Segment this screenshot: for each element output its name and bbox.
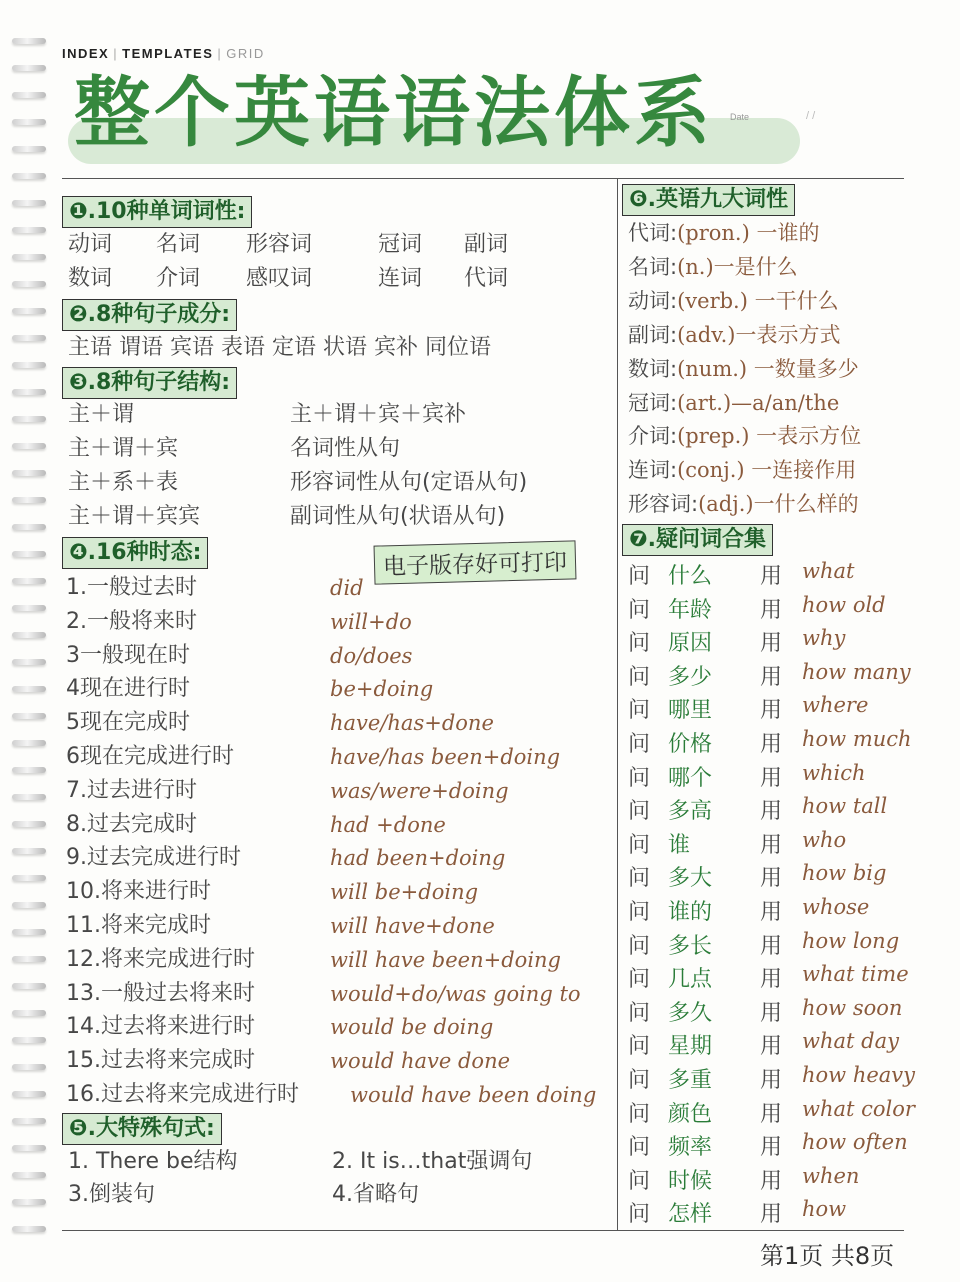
question-cn: 什么 <box>668 564 713 589</box>
question-ask-char: 问 <box>628 1034 651 1060</box>
question-cn: 时候 <box>668 1168 713 1194</box>
tense-formula: will+do <box>330 609 412 634</box>
binder-ring <box>12 200 46 206</box>
pos-row <box>628 455 856 485</box>
tense-formula: was/were+doing <box>330 778 509 803</box>
question-en: what time <box>802 962 909 987</box>
question-use-char: 用 <box>760 933 783 959</box>
question-en: which <box>802 760 866 785</box>
tense-formula: have/has+done <box>330 711 494 736</box>
question-use-char: 用 <box>760 967 783 993</box>
pos-cn-item: 代词 <box>464 266 509 291</box>
pos-key: 名词: <box>628 254 678 279</box>
question-en: how tall <box>802 794 888 819</box>
section1-heading: ❶.10种单词词性: <box>62 196 252 228</box>
question-ask-char: 问 <box>628 1202 651 1228</box>
binder-ring <box>12 1199 46 1205</box>
date-label: Date <box>730 112 750 122</box>
binder-ring <box>12 362 46 368</box>
nav-separator: | <box>217 46 223 61</box>
special-sentence: 1. There be结构 <box>68 1149 238 1174</box>
question-use-char: 用 <box>760 1202 783 1228</box>
question-en: what color <box>802 1096 915 1121</box>
pos-cn-item: 连词 <box>378 266 423 291</box>
question-cn: 原因 <box>668 631 713 657</box>
tense-cn: 9.过去完成进行时 <box>66 845 241 871</box>
pos-value: (pron.) 一谁的 <box>677 221 820 245</box>
pos-row <box>628 218 819 248</box>
pos-value: (adv.)一表示方式 <box>677 322 841 347</box>
tense-cn: 15.过去将来完成时 <box>66 1048 255 1074</box>
structure-right: 主＋谓＋宾＋宾补 <box>290 402 467 427</box>
binder-ring <box>12 308 46 314</box>
nav-separator: | <box>113 46 119 61</box>
binder-ring <box>12 416 46 422</box>
pos-value: (art.)—a/an/the <box>677 390 840 415</box>
sentence-components: 主语 谓语 宾语 表语 定语 状语 宾补 同位语 <box>68 335 491 360</box>
question-cn: 多长 <box>668 933 713 959</box>
question-ask-char: 问 <box>628 664 651 690</box>
binder-ring <box>12 659 46 665</box>
section7-heading: ❼.疑问词合集 <box>622 524 773 556</box>
question-en: how many <box>802 659 911 684</box>
structure-right: 形容词性从句(定语从句) <box>290 470 528 495</box>
question-en: when <box>802 1163 860 1188</box>
question-cn: 星期 <box>668 1034 713 1060</box>
binder-ring <box>12 335 46 341</box>
pos-cn-item: 数词 <box>68 266 113 291</box>
pos-row <box>628 320 840 350</box>
question-use-char: 用 <box>760 597 783 623</box>
question-ask-char: 问 <box>628 1168 651 1194</box>
question-ask-char: 问 <box>628 1135 651 1161</box>
question-use-char: 用 <box>760 631 783 657</box>
tense-formula: would be doing <box>330 1015 494 1040</box>
question-use-char: 用 <box>760 1068 783 1093</box>
question-en: how long <box>802 928 900 953</box>
tense-formula: will have+done <box>330 914 495 938</box>
binder-ring <box>12 821 46 827</box>
pos-row <box>628 354 859 384</box>
question-use-char: 用 <box>760 564 783 589</box>
tense-cn: 14.过去将来进行时 <box>66 1014 255 1040</box>
question-ask-char: 问 <box>628 832 651 858</box>
binder-ring <box>12 848 46 854</box>
structure-right: 副词性从句(状语从句) <box>290 504 506 529</box>
question-cn: 几点 <box>668 967 713 993</box>
structure-right: 名词性从句 <box>290 436 401 461</box>
question-cn: 谁 <box>668 832 691 858</box>
binder-ring <box>12 173 46 179</box>
tense-cn: 5现在完成时 <box>66 710 190 736</box>
binder-ring <box>12 767 46 773</box>
binder-ring <box>12 578 46 584</box>
pos-row <box>628 286 839 316</box>
tense-formula: had been+doing <box>330 846 506 871</box>
binder-ring <box>12 146 46 152</box>
tense-cn: 12.将来完成进行时 <box>66 946 255 972</box>
binder-ring <box>12 254 46 260</box>
structure-left: 主＋谓＋宾宾 <box>68 504 201 529</box>
tense-formula: had +done <box>330 812 446 837</box>
tense-formula: will be+doing <box>330 880 479 905</box>
binder-ring <box>12 929 46 935</box>
question-ask-char: 问 <box>628 1000 651 1026</box>
pos-key: 数词: <box>628 356 678 381</box>
binder-ring <box>12 389 46 395</box>
question-en: what <box>802 559 855 583</box>
question-use-char: 用 <box>760 799 783 825</box>
pos-row <box>628 489 859 519</box>
question-ask-char: 问 <box>628 765 651 791</box>
binder-ring <box>12 227 46 233</box>
question-use-char: 用 <box>760 832 783 858</box>
section4-heading: ❹.16种时态: <box>62 537 208 569</box>
binder-ring <box>12 1010 46 1016</box>
binder-ring <box>12 794 46 800</box>
tense-cn: 7.过去进行时 <box>66 777 197 803</box>
special-sentence: 3.倒装句 <box>68 1182 155 1207</box>
binder-ring <box>12 65 46 71</box>
binder-ring <box>12 119 46 125</box>
question-en: how soon <box>802 995 903 1020</box>
question-use-char: 用 <box>760 1168 783 1194</box>
pos-value: (conj.) 一连接作用 <box>677 458 857 483</box>
pos-value: (n.)一是什么 <box>677 254 798 279</box>
question-en: how big <box>802 861 887 886</box>
pos-value: (prep.) 一表示方位 <box>677 424 862 449</box>
question-ask-char: 问 <box>628 900 651 925</box>
tense-formula: would have been doing <box>350 1083 597 1107</box>
binder-ring <box>12 1172 46 1178</box>
question-cn: 哪个 <box>668 765 713 791</box>
binder-ring <box>12 470 46 476</box>
page-number: 第1页 共8页 <box>760 1242 895 1270</box>
pos-key: 介词: <box>628 424 678 449</box>
pos-value: (adj.)一什么样的 <box>698 492 859 517</box>
question-en: how heavy <box>802 1063 916 1087</box>
tense-cn: 3一般现在时 <box>66 642 190 668</box>
question-ask-char: 问 <box>628 597 651 623</box>
binder-ring <box>12 38 46 44</box>
binder-ring <box>12 686 46 692</box>
tense-formula: do/does <box>330 643 413 668</box>
question-ask-char: 问 <box>628 933 651 959</box>
tense-cn: 16.过去将来完成进行时 <box>66 1082 299 1107</box>
special-sentence: 2. It is…that强调句 <box>332 1149 533 1174</box>
question-en: why <box>802 626 846 651</box>
section6-heading: ❻.英语九大词性 <box>622 184 795 216</box>
question-ask-char: 问 <box>628 564 651 589</box>
pos-key: 形容词: <box>628 492 699 517</box>
tense-cn: 13.一般过去将来时 <box>66 980 255 1006</box>
tense-cn: 8.过去完成时 <box>66 811 197 837</box>
question-use-char: 用 <box>760 900 783 925</box>
question-use-char: 用 <box>760 664 783 690</box>
section2-heading: ❷.8种句子成分: <box>62 299 237 331</box>
page-title: 整个英语语法体系 <box>74 68 714 157</box>
binder-ring <box>12 956 46 962</box>
binder-ring <box>12 497 46 503</box>
tense-formula: have/has been+doing <box>330 745 561 769</box>
section3-heading: ❸.8种句子结构: <box>62 367 237 399</box>
binder-ring <box>12 1118 46 1124</box>
nav-index[interactable]: INDEX <box>62 46 110 61</box>
tense-cn: 2.一般将来时 <box>66 608 197 634</box>
pos-cn-item: 形容词 <box>246 232 313 257</box>
question-cn: 多高 <box>668 799 713 825</box>
pos-row <box>628 421 861 451</box>
question-ask-char: 问 <box>628 631 651 657</box>
question-en: who <box>802 827 847 852</box>
binder-ring <box>12 1226 46 1232</box>
structure-left: 主＋谓＋宾 <box>68 436 179 461</box>
pos-row <box>628 252 798 282</box>
pos-cn-item: 冠词 <box>378 232 423 257</box>
question-en: how <box>802 1197 847 1222</box>
question-use-char: 用 <box>760 1034 783 1060</box>
tense-cn: 6现在完成进行时 <box>66 744 234 769</box>
question-cn: 谁的 <box>668 900 713 925</box>
structure-left: 主＋系＋表 <box>68 470 179 495</box>
tense-cn: 1.一般过去时 <box>66 575 197 600</box>
binder-ring <box>12 1091 46 1097</box>
question-en: what day <box>802 1029 899 1054</box>
binder-ring <box>12 281 46 287</box>
question-ask-char: 问 <box>628 1068 651 1093</box>
pos-key: 冠词: <box>628 390 678 415</box>
binder-rings <box>12 38 46 1253</box>
tense-cn: 4现在进行时 <box>66 676 190 702</box>
nav-templates[interactable]: TEMPLATES <box>122 46 214 61</box>
tense-formula: will have been+doing <box>330 947 561 972</box>
question-en: how old <box>802 592 886 617</box>
pos-key: 动词: <box>628 288 678 313</box>
structure-left: 主＋谓 <box>68 402 135 427</box>
pos-value: (num.) 一数量多少 <box>677 356 859 381</box>
binder-ring <box>12 632 46 638</box>
question-use-char: 用 <box>760 866 783 892</box>
header-divider <box>62 178 904 179</box>
question-cn: 价格 <box>668 732 713 757</box>
binder-ring <box>12 875 46 881</box>
question-cn: 多大 <box>668 866 713 892</box>
date-slashes: / / <box>806 110 816 122</box>
binder-ring <box>12 902 46 908</box>
section5-heading: ❺.大特殊句式: <box>62 1113 222 1145</box>
question-use-char: 用 <box>760 1000 783 1026</box>
question-ask-char: 问 <box>628 698 651 724</box>
question-cn: 频率 <box>668 1135 713 1161</box>
question-use-char: 用 <box>760 732 783 757</box>
pos-key: 副词: <box>628 322 678 347</box>
question-ask-char: 问 <box>628 1101 651 1127</box>
notebook-nav <box>62 46 265 61</box>
binder-ring <box>12 983 46 989</box>
column-divider <box>617 178 618 1231</box>
question-ask-char: 问 <box>628 866 651 892</box>
question-cn: 怎样 <box>668 1202 713 1228</box>
pos-key: 代词: <box>628 221 678 245</box>
tense-formula: be+doing <box>330 677 434 702</box>
pos-row <box>628 388 839 418</box>
printable-stamp: 电子版存好可打印 <box>374 540 577 584</box>
tense-cn: 11.将来完成时 <box>66 913 211 938</box>
pos-cn-item: 名词 <box>156 232 201 257</box>
binder-ring <box>12 524 46 530</box>
binder-ring <box>12 551 46 557</box>
pos-key: 连词: <box>628 458 678 483</box>
question-cn: 哪里 <box>668 698 713 724</box>
question-cn: 颜色 <box>668 1101 713 1127</box>
question-use-char: 用 <box>760 698 783 724</box>
question-use-char: 用 <box>760 765 783 791</box>
pos-cn-item: 动词 <box>68 232 113 257</box>
pos-value: (verb.) 一干什么 <box>677 288 839 313</box>
tense-formula: did <box>330 576 364 600</box>
binder-ring <box>12 1145 46 1151</box>
question-use-char: 用 <box>760 1101 783 1127</box>
binder-ring <box>12 740 46 746</box>
question-use-char: 用 <box>760 1135 783 1161</box>
question-en: how often <box>802 1130 908 1155</box>
question-cn: 年龄 <box>668 597 713 623</box>
pos-cn-item: 感叹词 <box>246 266 313 291</box>
binder-ring <box>12 713 46 719</box>
binder-ring <box>12 443 46 449</box>
question-cn: 多少 <box>668 664 713 690</box>
question-ask-char: 问 <box>628 799 651 825</box>
nav-grid[interactable]: GRID <box>226 46 265 61</box>
question-ask-char: 问 <box>628 967 651 993</box>
question-cn: 多久 <box>668 1000 713 1026</box>
question-en: how much <box>802 727 912 751</box>
binder-ring <box>12 605 46 611</box>
question-cn: 多重 <box>668 1068 713 1093</box>
question-ask-char: 问 <box>628 732 651 757</box>
binder-ring <box>12 1064 46 1070</box>
special-sentence: 4.省略句 <box>332 1182 419 1207</box>
binder-ring <box>12 92 46 98</box>
pos-cn-item: 介词 <box>156 266 201 291</box>
tense-cn: 10.将来进行时 <box>66 879 211 905</box>
question-en: whose <box>802 895 870 919</box>
footer-divider <box>62 1230 904 1231</box>
tense-formula: would+do/was going to <box>330 981 581 1006</box>
question-en: where <box>802 693 869 718</box>
tense-formula: would have done <box>330 1049 511 1074</box>
binder-ring <box>12 1037 46 1043</box>
pos-cn-item: 副词 <box>464 232 509 257</box>
